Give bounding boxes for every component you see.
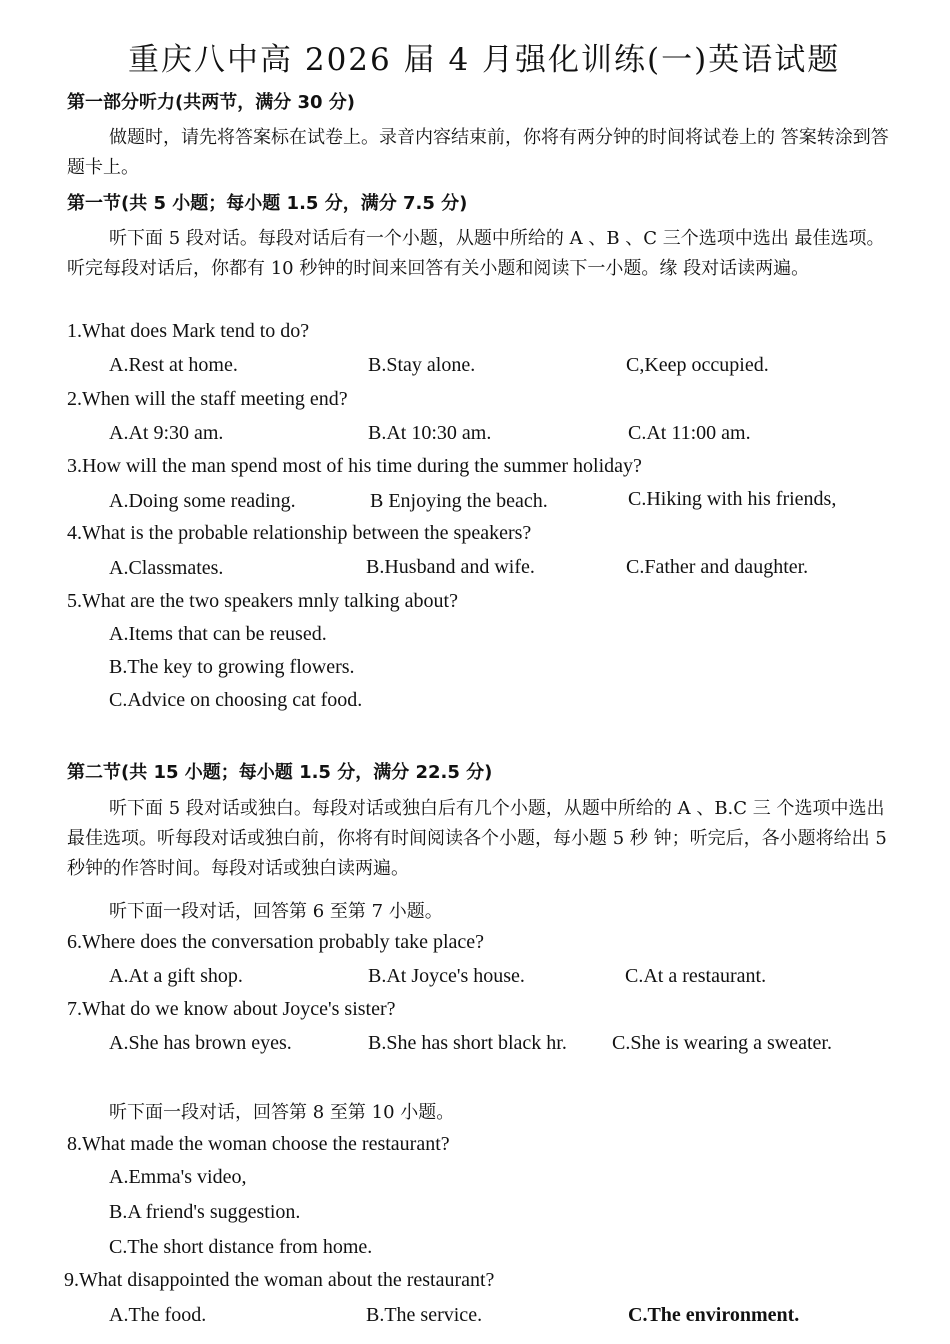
section1-instruction: 听下面 5 段对话。每段对话后有一个小题，从题中所给的 A 、B 、C 三个选项中选出 最佳选项。听完每段对话后，你都有 10 秒钟的时间来回答有关小题和阅读下一小题。缘 段对话读两遍。 xyxy=(67,228,885,279)
q2-option-a: A.At 9:30 am. xyxy=(109,422,224,444)
q9-option-c: C.The environment. xyxy=(628,1304,800,1326)
section2-note-8-10: 听下面一段对话，回答第 8 至第 10 小题。 xyxy=(109,1102,455,1123)
q9-option-a: A.The food. xyxy=(109,1304,207,1326)
q2-option-c: C.At 11:00 am. xyxy=(628,422,751,444)
q3-option-b: B Enjoying the beach. xyxy=(370,490,548,512)
q8-option-a: A.Emma's video, xyxy=(109,1166,247,1188)
q1-option-a: A.Rest at home. xyxy=(109,354,238,376)
q9-option-b: B.The service. xyxy=(366,1304,483,1326)
q7-option-c: C.She is wearing a sweater. xyxy=(612,1032,832,1054)
q5-option-b: B.The key to growing flowers. xyxy=(109,656,355,678)
section1-heading: 第一节(共 5 小题；每小题 1.5 分，满分 7.5 分) xyxy=(67,193,468,214)
section2-instruction: 听下面 5 段对话或独白。每段对话或独白后有几个小题，从题中所给的 A 、B.C 三 个选项中选出最佳选项。听每段对话或独白前，你将有时间阅读各个小题，每小题 5 秒 钟；听完后，各小题将给出 5 秒钟的作答时间。每段对话或独白读两遍。 xyxy=(67,798,887,879)
q3-option-c: C.Hiking with his friends, xyxy=(628,488,837,510)
q5-option-c: C.Advice on choosing cat food. xyxy=(109,689,363,711)
q4-option-b: B.Husband and wife. xyxy=(366,556,535,578)
q3-option-a: A.Doing some reading. xyxy=(109,490,296,512)
q7-option-a: A.She has brown eyes. xyxy=(109,1032,292,1054)
q6-option-b: B.At Joyce's house. xyxy=(368,965,525,987)
question-2: 2.When will the staff meeting end? xyxy=(67,388,348,410)
question-1: 1.What does Mark tend to do? xyxy=(67,320,310,342)
q8-option-c: C.The short distance from home. xyxy=(109,1236,373,1258)
page-title: 重庆八中高 2026 届 4 月强化训练(一)英语试题 xyxy=(128,42,841,78)
q8-option-b: B.A friend's suggestion. xyxy=(109,1201,301,1223)
question-9: 9.What disappointed the woman about the restaurant? xyxy=(64,1269,495,1291)
question-7: 7.What do we know about Joyce's sister? xyxy=(67,998,396,1020)
q1-option-c: C,Keep occupied. xyxy=(626,354,769,376)
section2-note-6-7: 听下面一段对话，回答第 6 至第 7 小题。 xyxy=(109,901,443,922)
question-5: 5.What are the two speakers mnly talking about? xyxy=(67,590,458,612)
q2-option-b: B.At 10:30 am. xyxy=(368,422,492,444)
question-6: 6.Where does the conversation probably take place? xyxy=(67,931,485,953)
section2-heading: 第二节(共 15 小题；每小题 1.5 分，满分 22.5 分) xyxy=(67,762,493,783)
q4-option-a: A.Classmates. xyxy=(109,557,224,579)
question-3: 3.How will the man spend most of his time during the summer holiday? xyxy=(67,455,642,477)
q1-option-b: B.Stay alone. xyxy=(368,354,476,376)
q4-option-c: C.Father and daughter. xyxy=(626,556,809,578)
part1-instruction: 做题时，请先将答案标在试卷上。录音内容结束前，你将有两分钟的时间将试卷上的 答案转涂到答题卡上。 xyxy=(67,127,889,178)
q5-option-a: A.Items that can be reused. xyxy=(109,623,327,645)
q6-option-c: C.At a restaurant. xyxy=(625,965,767,987)
q6-option-a: A.At a gift shop. xyxy=(109,965,243,987)
part1-heading: 第一部分听力(共两节，满分 30 分) xyxy=(67,92,356,113)
q7-option-b: B.She has short black hr. xyxy=(368,1032,567,1054)
question-8: 8.What made the woman choose the restaurant? xyxy=(67,1133,450,1155)
question-4: 4.What is the probable relationship between the speakers? xyxy=(67,522,532,544)
